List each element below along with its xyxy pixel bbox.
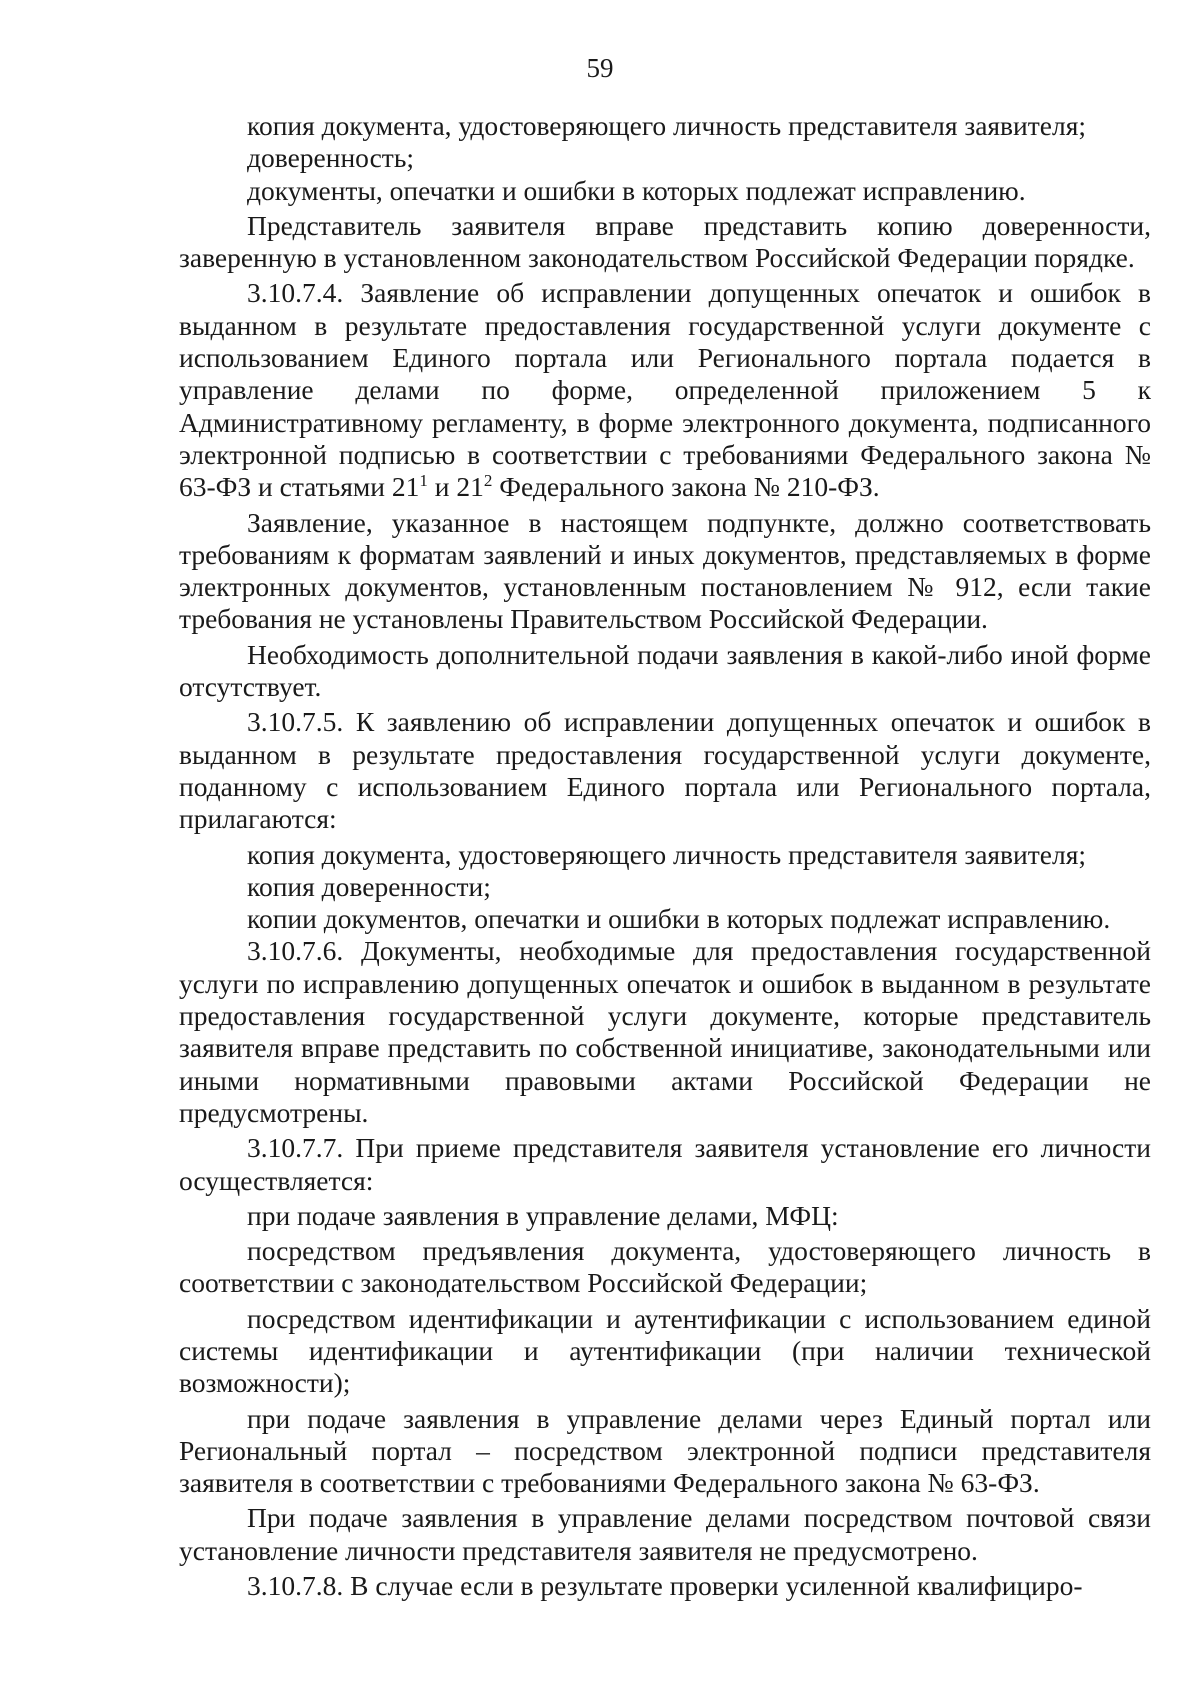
- paragraph: посредством предъявления документа, удостоверяющего личность в соответствии с законодательством Российской Федерации;: [179, 1235, 1151, 1299]
- paragraph: при подаче заявления в управление делами, МФЦ:: [247, 1199, 839, 1231]
- paragraph-3-10-7-7: 3.10.7.7. При приеме представителя заявителя установление его личности осуществляется:: [179, 1132, 1151, 1196]
- paragraph-3-10-7-5: 3.10.7.5. К заявлению об исправлении допущенных опечаток и ошибок в выданном в результате предоставления государственной услуги документе, поданному с использованием Единого портала или Регионального портала, прилагаются:: [179, 706, 1151, 835]
- document-body: [179, 110, 1151, 1602]
- paragraph: доверенность;: [247, 142, 415, 174]
- paragraph-3-10-7-8: 3.10.7.8. В случае если в результате проверки усиленной квалифициро-: [247, 1570, 1083, 1602]
- paragraph: документы, опечатки и ошибки в которых подлежат исправлению.: [247, 174, 1026, 206]
- paragraph: при подаче заявления в управление делами через Единый портал или Региональный портал – посредством электронной подписи представителя заявителя в соответствии с требованиями Федерального закона № 63-ФЗ.: [179, 1402, 1151, 1499]
- page-number: 59: [586, 53, 614, 83]
- paragraph: копия документа, удостоверяющего личность представителя заявителя;: [247, 838, 1086, 870]
- paragraph-text: и 21: [427, 471, 484, 503]
- paragraph: Представитель заявителя вправе представить копию доверенности, заверенную в установленном законодательством Российской Федерации порядке.: [179, 209, 1151, 274]
- paragraph: посредством идентификации и аутентификации с использованием единой системы идентификации и аутентификации (при наличии технической возможности);: [179, 1302, 1151, 1399]
- paragraph: копия документа, удостоверяющего личность представителя заявителя;: [247, 110, 1086, 141]
- superscript: 2: [483, 471, 493, 491]
- paragraph-text: 3.10.7.4. Заявление об исправлении допущенных опечаток и ошибок в выданном в результате предоставления государственной услуги документе с использованием Единого портала или Регионального портала подается в управление делами по форме, определенной приложением 5 к Административному регламенту, в форме электронного документа, подписанного электронной подписью в соответствии с требованиями Федерального закона № 63-ФЗ и статьями 21: [179, 277, 1151, 503]
- superscript: 1: [419, 471, 428, 491]
- paragraph-3-10-7-4: [179, 277, 1151, 503]
- paragraph: копии документов, опечатки и ошибки в которых подлежат исправлению.: [247, 903, 1111, 935]
- paragraph: При подаче заявления в управление делами посредством почтовой связи установление личности представителя заявителя не предусмотрено.: [179, 1502, 1151, 1566]
- paragraph: Необходимость дополнительной подачи заявления в какой-либо иной форме отсутствует.: [179, 638, 1151, 703]
- paragraph: копия доверенности;: [247, 870, 491, 902]
- paragraph-3-10-7-6: 3.10.7.6. Документы, необходимые для предоставления государственной услуги по исправлению допущенных опечаток и ошибок в выданном в результате предоставления государственной услуги документе, которые представитель заявителя вправе представить по собственной инициативе, законодательными или иными нормативными правовыми актами Российской Федерации не предусмотрены.: [179, 935, 1151, 1128]
- paragraph-text: Федерального закона № 210-ФЗ.: [492, 471, 880, 503]
- paragraph: Заявление, указанное в настоящем подпункте, должно соответствовать требованиям к форматам заявлений и иных документов, представляемых в форме электронных документов, установленным постановлением № 912, если такие требования не установлены Правительством Российской Федерации.: [179, 506, 1151, 635]
